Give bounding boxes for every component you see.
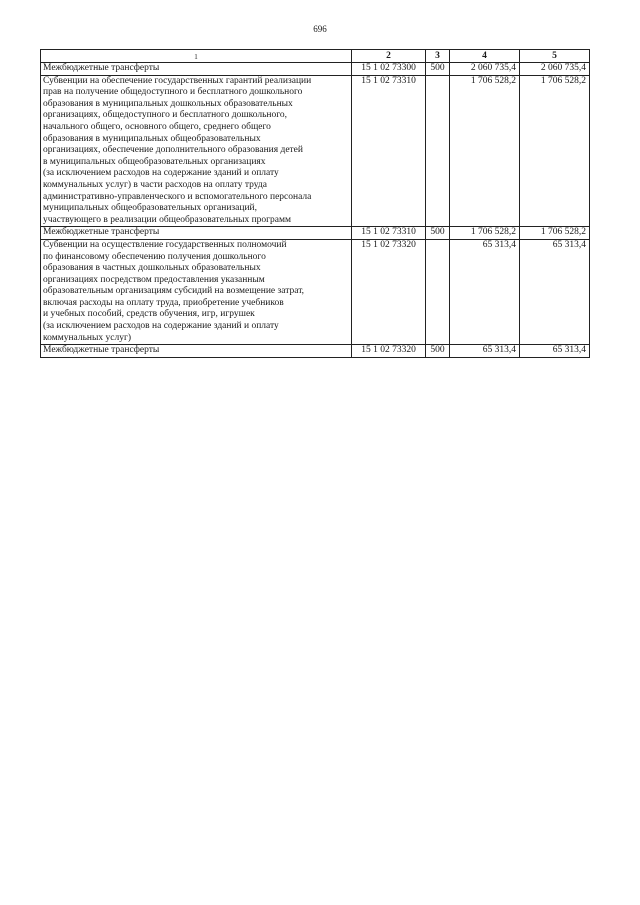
row-description — [41, 75, 352, 227]
column-header-1: 1 — [41, 50, 352, 63]
row-value-col5: 65 313,4 — [520, 239, 590, 344]
description-line: образования в муниципальных дошкольных образовательных — [43, 98, 293, 109]
budget-table — [40, 49, 590, 358]
description-line: организациях, общедоступного и бесплатного дошкольного, — [43, 110, 288, 121]
row-expense-type: 500 — [426, 63, 450, 76]
description-line: участвующего в реализации общеобразовательных программ — [43, 214, 292, 225]
row-expense-type — [426, 239, 450, 344]
description-line: по финансовому обеспечению получения дошкольного — [43, 251, 266, 262]
description-line: муниципальных общеобразовательных организаций, — [43, 203, 258, 214]
row-code: 15 1 02 73320 — [352, 239, 426, 344]
row-code: 15 1 02 73310 — [352, 227, 426, 240]
page-number: 696 — [313, 24, 327, 34]
row-code: 15 1 02 73310 — [352, 75, 426, 227]
column-header-3: 3 — [426, 50, 450, 63]
description-line: включая расходы на оплату труда, приобретение учебников — [43, 297, 284, 308]
table-row — [41, 63, 590, 76]
description-line: Субвенции на осуществление государственных полномочий — [43, 239, 287, 250]
row-value-col4: 1 706 528,2 — [450, 75, 520, 227]
row-value-col5: 65 313,4 — [520, 345, 590, 358]
description-line: коммунальных услуг) в части расходов на оплату труда — [43, 179, 267, 190]
row-description — [41, 345, 352, 358]
row-description — [41, 63, 352, 76]
table-row — [41, 227, 590, 240]
row-expense-type: 500 — [426, 227, 450, 240]
column-header-5: 5 — [520, 50, 590, 63]
row-value-col5: 1 706 528,2 — [520, 75, 590, 227]
description-line: прав на получение общедоступного и бесплатного дошкольного — [43, 87, 303, 98]
description-line: образования в частных дошкольных образовательных — [43, 263, 261, 274]
table-row — [41, 345, 590, 358]
description-line: организациях посредством предоставления указанным — [43, 274, 265, 285]
description-line: (за исключением расходов на содержание зданий и оплату — [43, 321, 279, 332]
description-line: в муниципальных общеобразовательных организациях — [43, 156, 266, 167]
description-line: начального общего, основного общего, среднего общего — [43, 121, 271, 132]
row-value-col4: 65 313,4 — [450, 239, 520, 344]
description-line: Межбюджетные трансферты — [43, 345, 160, 356]
table-body — [41, 50, 590, 358]
description-line: коммунальных услуг) — [43, 332, 132, 343]
row-code: 15 1 02 73300 — [352, 63, 426, 76]
column-header-2: 2 — [352, 50, 426, 63]
table-row — [41, 239, 590, 344]
description-line: образования в муниципальных общеобразовательных — [43, 133, 261, 144]
column-header-row — [41, 50, 590, 63]
row-description — [41, 227, 352, 240]
description-line: и учебных пособий, средств обучения, игр, игрушек — [43, 309, 255, 320]
row-expense-type: 500 — [426, 345, 450, 358]
description-line: административно-управленческого и вспомогательного персонала — [43, 191, 312, 202]
description-line: организациях, обеспечение дополнительного образования детей — [43, 145, 303, 156]
row-value-col4: 2 060 735,4 — [450, 63, 520, 76]
row-value-col4: 65 313,4 — [450, 345, 520, 358]
description-line: Межбюджетные трансферты — [43, 63, 160, 73]
description-line: Субвенции на обеспечение государственных гарантий реализации — [43, 75, 312, 86]
row-code: 15 1 02 73320 — [352, 345, 426, 358]
row-value-col5: 1 706 528,2 — [520, 227, 590, 240]
description-line: (за исключением расходов на содержание зданий и оплату — [43, 168, 279, 179]
description-line: образовательным организациям субсидий на возмещение затрат, — [43, 286, 305, 297]
row-value-col4: 1 706 528,2 — [450, 227, 520, 240]
row-description — [41, 239, 352, 344]
description-line: Межбюджетные трансферты — [43, 227, 160, 238]
column-header-4: 4 — [450, 50, 520, 63]
row-value-col5: 2 060 735,4 — [520, 63, 590, 76]
row-expense-type — [426, 75, 450, 227]
table-row — [41, 75, 590, 227]
